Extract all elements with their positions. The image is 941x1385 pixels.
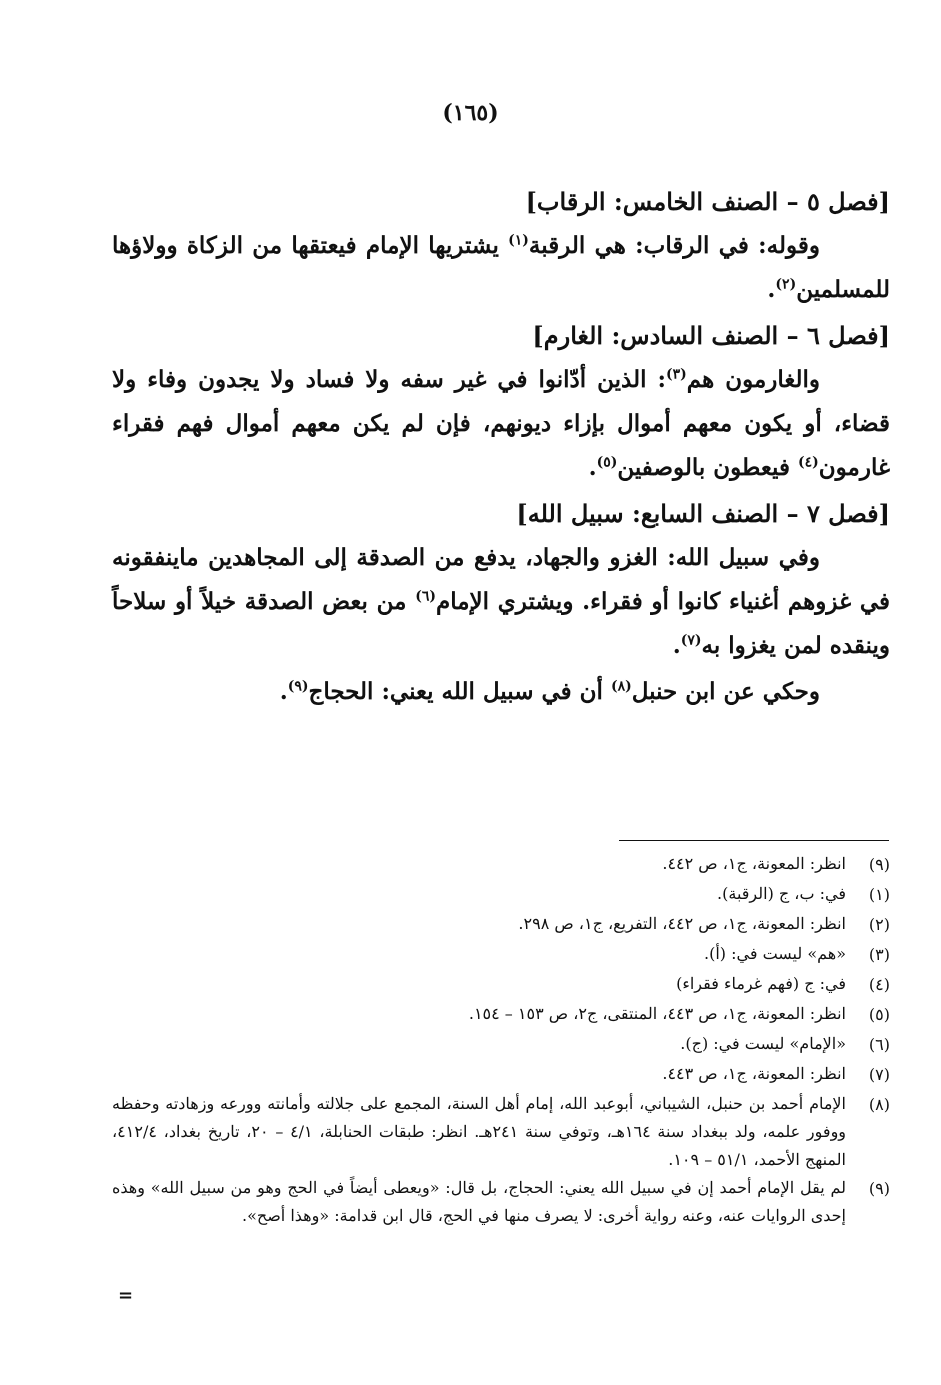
- paragraph-text: فيعطون بالوصفين: [617, 454, 798, 481]
- section-heading: [فصل ٧ – الصنف السابع: سبيل الله]: [516, 499, 890, 528]
- footnote-text: «هم» ليست في: (أ).: [704, 944, 846, 963]
- paragraph-text: أن في سبيل الله يعني: الحجاج: [308, 678, 611, 705]
- body-paragraph: [112, 358, 890, 490]
- paragraph-text: : الذين أدّانوا في غير سفه ولا فساد ولا يجدون وفاء ولا قضاء، أو يكون معهم أموال بإزاء ديونهم، فإن لم يكن معهم أموال فهم فقراء غارمون: [112, 366, 890, 481]
- footnote-reference: (٣): [666, 366, 687, 383]
- footnote-text: الإمام أحمد بن حنبل، الشيباني، أبوعبد الله، إمام أهل السنة، المجمع على جلالته وأمانته وورعه وزهادته وحفظه ووفور علمه، ولد ببغداد سنة ١٦٤هـ، وتوفي سنة ٢٤١هـ. انظر: طبقات الحنابلة، ٤/١ – ٢٠، تاريخ بغداد، ٤١٢/٤، المنهج الأحمد، ٥١/١ – ١٠٩.: [112, 1094, 847, 1169]
- footnote-text: انظر: المعونة، ج١، ص ٤٤٣.: [662, 1064, 846, 1083]
- footnote-reference: (٩): [287, 678, 309, 695]
- footnote-reference: (٦): [415, 588, 436, 605]
- footnote-number: (٦): [868, 1035, 890, 1054]
- body-paragraph: [112, 536, 890, 668]
- footnote-reference: (١): [508, 232, 529, 249]
- footnote-text: انظر: المعونة، ج١، ص ٤٤٣، المنتقى، ج٢، ص ١٥٣ – ١٥٤.: [468, 1004, 846, 1023]
- footnote-item: [112, 1000, 890, 1030]
- footnote-item: [112, 850, 890, 880]
- footnote-number: (٢): [868, 915, 890, 934]
- body-paragraph: [112, 224, 890, 312]
- paragraph-text: .: [279, 678, 288, 705]
- footnote-number: (٩): [868, 855, 890, 874]
- section-heading: [فصل ٥ – الصنف الخامس: الرقاب]: [525, 187, 890, 216]
- page-end-mark: =: [118, 1285, 134, 1306]
- footnote-item: [112, 940, 890, 970]
- paragraph-text: والغارمون هم: [686, 366, 820, 393]
- footnote-reference: (٧): [680, 632, 702, 649]
- footnote-reference: (٥): [596, 454, 618, 471]
- footnote-reference: (٨): [610, 678, 632, 695]
- footnote-text: لم يقل الإمام أحمد إن في سبيل الله يعني: الحجاج، بل قال: «ويعطى أيضاً في الحج وهو من سبيل الله» وهذه إحدى الروايات عنه، وعنه رواية أخرى: لا يصرف منها في الحج، قال ابن قدامة: «وهذا أصح».: [112, 1178, 847, 1225]
- footnote-text: «الإمام» ليست في: (ج).: [680, 1034, 846, 1053]
- footnote-item: [112, 1090, 890, 1174]
- footnote-number: (٩): [868, 1179, 890, 1198]
- footnote-number: (٤): [868, 975, 890, 994]
- section-heading: [فصل ٦ – الصنف السادس: الغارم]: [532, 321, 890, 350]
- footnote-item: [112, 910, 890, 940]
- footnote-number: (٧): [868, 1065, 890, 1084]
- footnote-text: انظر: المعونة، ج١، ص ٤٤٢، التفريع، ج١، ص ٢٩٨.: [518, 914, 846, 933]
- footnote-text: في: ب، ج (الرقبة).: [717, 884, 846, 903]
- footnote-item: [112, 1030, 890, 1060]
- footnote-text: في: ج (فهم غرماء فقراء): [676, 974, 846, 993]
- footnote-reference: (٢): [775, 276, 797, 293]
- footnotes: [112, 850, 890, 1230]
- footnote-text: انظر: المعونة، ج١، ص ٤٤٢.: [662, 854, 846, 873]
- paragraph-text: وقوله: في الرقاب: هي الرقبة: [528, 232, 820, 259]
- body-paragraph: [112, 670, 890, 714]
- paragraph-text: .: [767, 276, 776, 303]
- footnote-number: (٣): [868, 945, 890, 964]
- footnote-number: (١): [868, 885, 890, 904]
- paragraph-text: وحكي عن ابن حنبل: [631, 678, 820, 705]
- footnote-item: [112, 880, 890, 910]
- footnote-reference: (٤): [797, 454, 819, 471]
- footnote-number: (٨): [868, 1095, 890, 1114]
- paragraph-text: .: [672, 632, 681, 659]
- footnote-item: [112, 970, 890, 1000]
- paragraph-text: وفي سبيل الله: الغزو والجهاد، يدفع من الصدقة إلى المجاهدين ماينفقونه في غزوهم أغنياء كانوا أو فقراء. ويشتري الإمام: [112, 544, 891, 615]
- main-text: [112, 180, 890, 716]
- page-number: (١٦٥): [442, 100, 499, 126]
- footnote-separator: [619, 840, 889, 841]
- paragraph-text: يشتريها الإمام فيعتقها من الزكاة وولاؤها للمسلمين: [112, 232, 890, 303]
- paragraph-text: من بعض الصدقة خيلاً أو سلاحاً وينقده لمن يغزوا به: [112, 588, 890, 659]
- paragraph-text: .: [588, 454, 597, 481]
- footnote-item: [112, 1174, 890, 1230]
- footnote-item: [112, 1060, 890, 1090]
- footnote-number: (٥): [868, 1005, 890, 1024]
